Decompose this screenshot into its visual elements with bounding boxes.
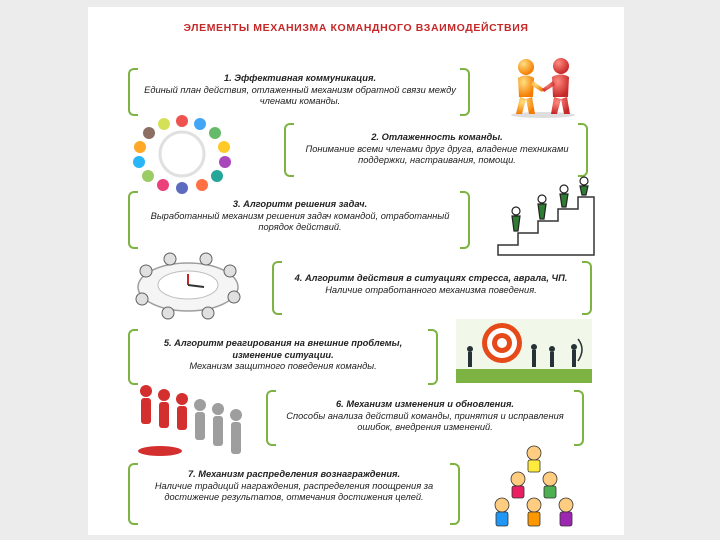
item-5-heading: 5. Алгоритм реагирования на внешние проблемы, изменение ситуации. (163, 338, 403, 360)
handshake-figures-icon (506, 57, 580, 119)
slide-title: ЭЛЕМЕНТЫ МЕХАНИЗМА КОМАНДНОГО ВЗАИМОДЕЙСТВИЯ (183, 22, 529, 34)
bracket-left (128, 191, 138, 249)
bracket-right (582, 261, 592, 315)
item-6-heading: 6. Механизм изменения и обновления. (336, 399, 514, 409)
bracket-left (266, 390, 276, 446)
bracket-left (272, 261, 282, 315)
bracket-left (128, 329, 138, 385)
item-2-heading: 2. Отлаженность команды. (371, 132, 503, 142)
bracket-right (428, 329, 438, 385)
item-1-text: Единый план действия, отлаженный механизм обратной связи между членами команды. (144, 84, 456, 106)
item-1 (140, 73, 460, 108)
clock-table-icon (126, 247, 250, 321)
item-3-heading: 3. Алгоритм решения задач. (232, 199, 368, 209)
item-7-heading: 7. Механизм распределения вознаграждения. (187, 469, 401, 479)
bracket-right (460, 191, 470, 249)
red-grey-figures-icon (130, 381, 254, 465)
target-archers-icon (456, 319, 592, 383)
bracket-right (578, 123, 588, 177)
slide (88, 7, 624, 535)
item-2-text: Понимание всеми членами друг друга, владение техниками поддержки, настраивания, помощи. (305, 143, 569, 165)
item-4 (282, 273, 580, 296)
item-6 (276, 399, 574, 434)
bracket-right (460, 68, 470, 116)
bracket-right (574, 390, 584, 446)
item-5-text: Механизм защитного поведения команды. (189, 361, 377, 371)
item-7-text: Наличие традиций награждения, распределения поощрения за достижение результатов, отмечания достижения целей. (154, 480, 434, 502)
people-circle-icon (128, 111, 236, 197)
bracket-right (450, 463, 460, 525)
bracket-left (128, 463, 138, 525)
item-6-text: Способы анализа действий команды, принятия и исправления ошибок, внедрения изменений. (286, 410, 564, 432)
bracket-left (128, 68, 138, 116)
item-5 (138, 338, 428, 373)
item-2 (296, 132, 578, 167)
item-7 (138, 469, 450, 504)
kids-pyramid-icon (484, 443, 584, 531)
item-4-heading: 4. Алгоритм действия в ситуациях стресса, аврала, ЧП. (294, 273, 568, 283)
stairs-climbers-icon (492, 175, 598, 257)
item-3-text: Выработанный механизм решения задач командой, отработанный порядок действий. (150, 210, 450, 232)
item-3 (140, 199, 460, 234)
bracket-left (284, 123, 294, 177)
item-1-heading: 1. Эффективная коммуникация. (223, 73, 377, 83)
item-4-text: Наличие отработанного механизма поведения. (325, 284, 537, 295)
